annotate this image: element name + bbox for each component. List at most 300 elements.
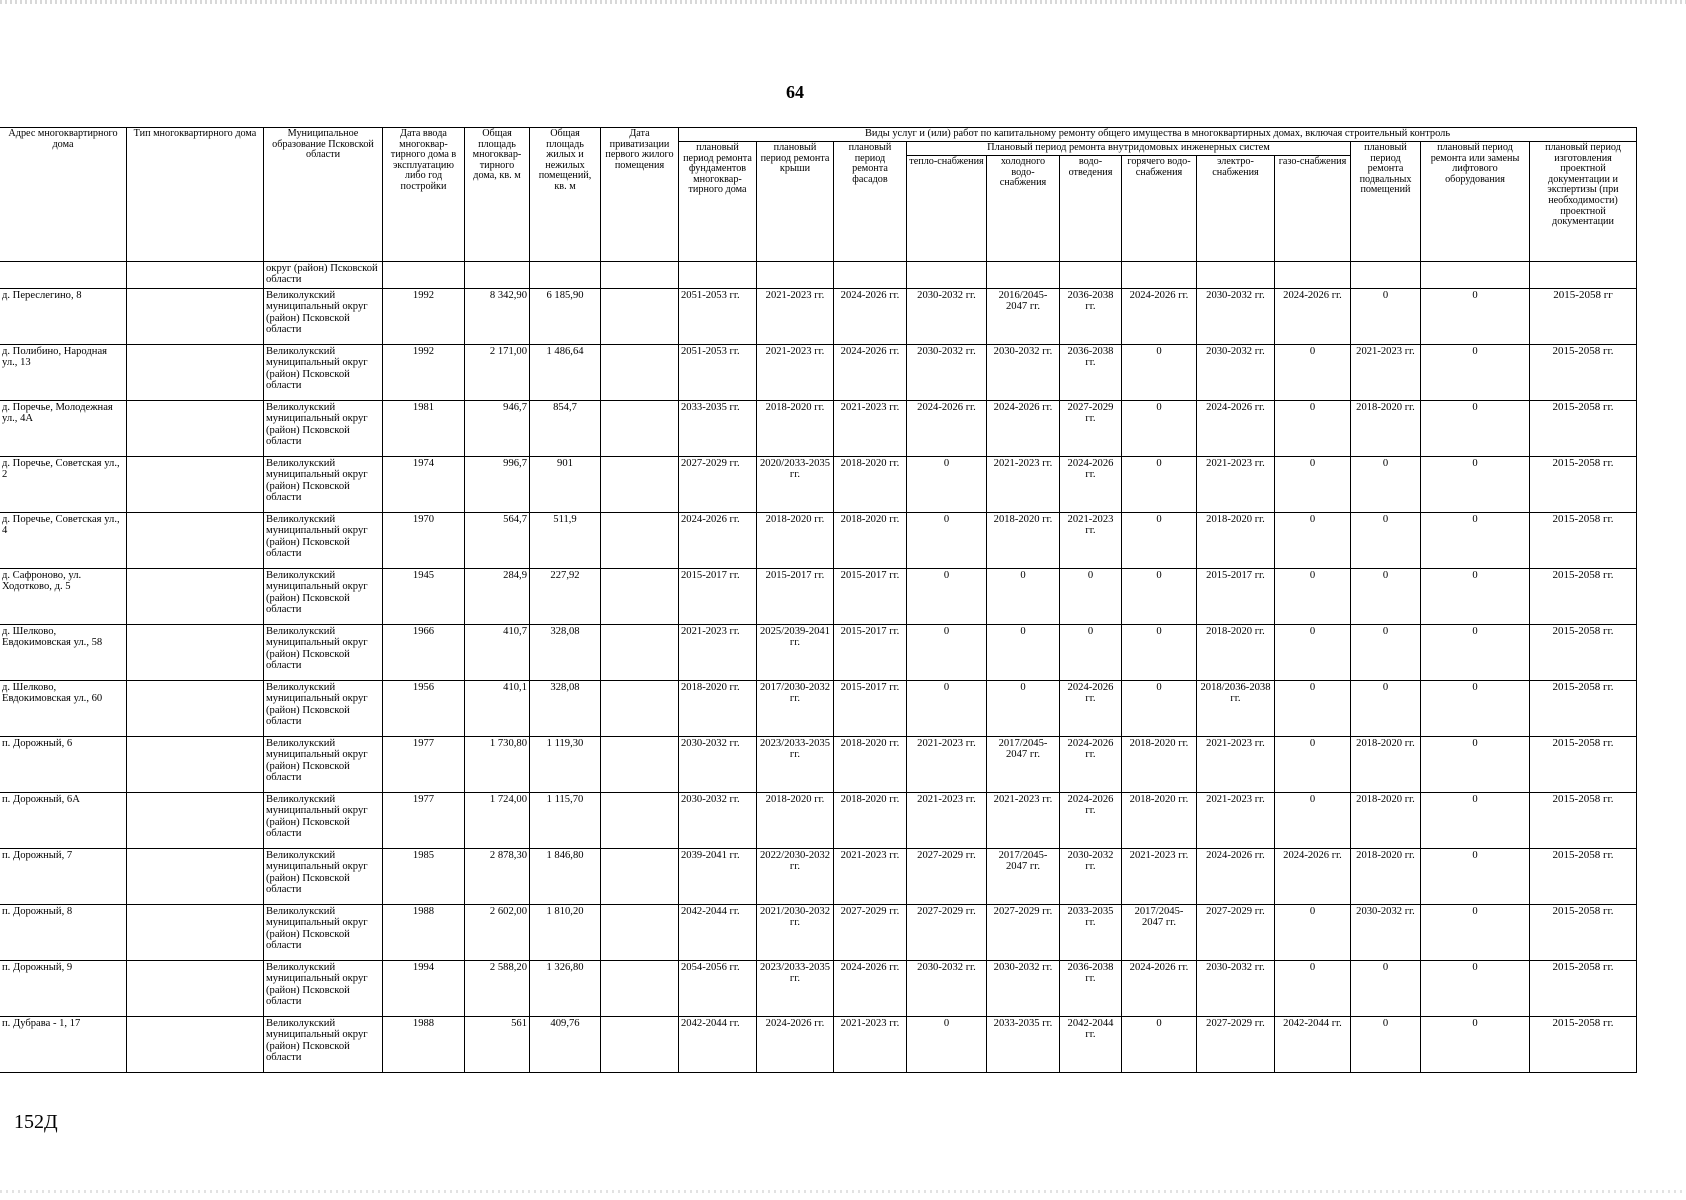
- cell-cold-water: 2017/2045-2047 гг.: [987, 849, 1060, 905]
- cell-municipality: Великолукский муниципальный округ (район) Псковской области: [264, 569, 383, 625]
- cell-roof: 2024-2026 гг.: [757, 1017, 834, 1073]
- cell-heat: 2030-2032 гг.: [907, 345, 987, 401]
- cell-roof: 2023/2033-2035 гг.: [757, 961, 834, 1017]
- cell-basement: 0: [1351, 569, 1421, 625]
- cell-privatization: [601, 1017, 679, 1073]
- cell-hot-water: 2018-2020 гг.: [1122, 737, 1197, 793]
- cell-elevator: 0: [1421, 345, 1530, 401]
- cell-electric: 2018-2020 гг.: [1197, 513, 1275, 569]
- cell-electric: 2021-2023 гг.: [1197, 737, 1275, 793]
- cell-privatization: [601, 457, 679, 513]
- cell-foundation: 2039-2041 гг.: [679, 849, 757, 905]
- cell-sewage: 2042-2044 гг.: [1060, 1017, 1122, 1073]
- cell-facade: 2015-2017 гг.: [834, 625, 907, 681]
- cell-design: 2015-2058 гг.: [1530, 457, 1637, 513]
- cell-municipality: Великолукский муниципальный округ (район) Псковской области: [264, 793, 383, 849]
- cell-cold-water: 2017/2045-2047 гг.: [987, 737, 1060, 793]
- cell-sewage: 2036-2038 гг.: [1060, 289, 1122, 345]
- page-number: 64: [786, 82, 804, 102]
- cell-roof: 2021-2023 гг.: [757, 289, 834, 345]
- cell-year: 1994: [383, 961, 465, 1017]
- cell-year: 1988: [383, 1017, 465, 1073]
- cell-municipality: Великолукский муниципальный округ (район) Псковской области: [264, 345, 383, 401]
- table-row: [0, 513, 1637, 569]
- cell-electric: 2030-2032 гг.: [1197, 345, 1275, 401]
- cell-sewage: 2024-2026 гг.: [1060, 737, 1122, 793]
- cell-house-type: [127, 1017, 264, 1073]
- cell-elevator: 0: [1421, 457, 1530, 513]
- cell-foundation: 2033-2035 гг.: [679, 401, 757, 457]
- cell-foundation: 2027-2029 гг.: [679, 457, 757, 513]
- cell-basement: 2030-2032 гг.: [1351, 905, 1421, 961]
- document-code: 152Д: [14, 1111, 58, 1133]
- cell-basement: 2021-2023 гг.: [1351, 345, 1421, 401]
- cell-gas: 0: [1275, 737, 1351, 793]
- cell-hot-water: 0: [1122, 401, 1197, 457]
- cell-facade: 2015-2017 гг.: [834, 569, 907, 625]
- cell-total-area: 564,7: [465, 513, 530, 569]
- cell-cold-water: 2018-2020 гг.: [987, 513, 1060, 569]
- cell-roof: 2025/2039-2041 гг.: [757, 625, 834, 681]
- cell-electric: 2027-2029 гг.: [1197, 905, 1275, 961]
- cell-total-area: 2 171,00: [465, 345, 530, 401]
- cell-gas: 0: [1275, 905, 1351, 961]
- cell-foundation: 2030-2032 гг.: [679, 737, 757, 793]
- cell-house-type: [127, 905, 264, 961]
- table-body: [0, 262, 1637, 1073]
- cell-design: 2015-2058 гг.: [1530, 905, 1637, 961]
- cell-elevator: 0: [1421, 401, 1530, 457]
- cell-address: п. Дубрава - 1, 17: [0, 1017, 127, 1073]
- cell-facade: 2021-2023 гг.: [834, 1017, 907, 1073]
- table-row: [0, 401, 1637, 457]
- cell-design: 2015-2058 гг.: [1530, 961, 1637, 1017]
- cell-elevator: 0: [1421, 793, 1530, 849]
- cell-foundation: 2051-2053 гг.: [679, 289, 757, 345]
- col-design: плановый период изготовления проектной документации и экспертизы (при необходимости) проектной документации: [1530, 142, 1637, 262]
- cell-roof: 2021/2030-2032 гг.: [757, 905, 834, 961]
- cell-privatization: [601, 681, 679, 737]
- cell-roof: 2015-2017 гг.: [757, 569, 834, 625]
- cell-elevator: 0: [1421, 737, 1530, 793]
- cell-sewage: 0: [1060, 569, 1122, 625]
- cell-house-type: [127, 345, 264, 401]
- cell-premises-area: 6 185,90: [530, 289, 601, 345]
- col-elevator: плановый период ремонта или замены лифтового оборудования: [1421, 142, 1530, 262]
- cell-foundation: 2054-2056 гг.: [679, 961, 757, 1017]
- cell-hot-water: 0: [1122, 569, 1197, 625]
- cell-year: 1945: [383, 569, 465, 625]
- col-gas: газо-снабжения: [1275, 156, 1351, 262]
- capital-repair-table: [0, 127, 1637, 1073]
- cell-cold-water: 2021-2023 гг.: [987, 793, 1060, 849]
- cell-municipality: Великолукский муниципальный округ (район) Псковской области: [264, 289, 383, 345]
- cell-heat: 0: [907, 625, 987, 681]
- table-header: [0, 128, 1637, 262]
- cell-year: 1981: [383, 401, 465, 457]
- cell-total-area: 996,7: [465, 457, 530, 513]
- cell-elevator: 0: [1421, 849, 1530, 905]
- cell-gas: 2024-2026 гг.: [1275, 849, 1351, 905]
- cell-premises-area: 328,08: [530, 625, 601, 681]
- cell-year: 1992: [383, 345, 465, 401]
- cell-hot-water: 2024-2026 гг.: [1122, 961, 1197, 1017]
- cell-premises-area: 1 115,70: [530, 793, 601, 849]
- cell-total-area: 2 878,30: [465, 849, 530, 905]
- cell-elevator: 0: [1421, 513, 1530, 569]
- cell-design: 2015-2058 гг.: [1530, 569, 1637, 625]
- cell-design: 2015-2058 гг: [1530, 289, 1637, 345]
- cell-municipality: Великолукский муниципальный округ (район) Псковской области: [264, 625, 383, 681]
- cell-elevator: 0: [1421, 1017, 1530, 1073]
- cell-privatization: [601, 793, 679, 849]
- cell-sewage: 2027-2029 гг.: [1060, 401, 1122, 457]
- cell-foundation: 2042-2044 гг.: [679, 1017, 757, 1073]
- cell-basement: 0: [1351, 289, 1421, 345]
- table-row: [0, 905, 1637, 961]
- cell-address: п. Дорожный, 6: [0, 737, 127, 793]
- cell-premises-area: 901: [530, 457, 601, 513]
- cell-electric: 2018-2020 гг.: [1197, 625, 1275, 681]
- cell-electric: 2021-2023 гг.: [1197, 457, 1275, 513]
- scan-edge-top: [0, 0, 1686, 4]
- cell-roof: 2018-2020 гг.: [757, 513, 834, 569]
- col-group-works: Виды услуг и (или) работ по капитальному ремонту общего имущества в многоквартирных домах, включая строительный контроль: [679, 128, 1637, 142]
- cell-total-area: 2 602,00: [465, 905, 530, 961]
- cell-facade: 2024-2026 гг.: [834, 961, 907, 1017]
- table-row: [0, 1017, 1637, 1073]
- cell-electric: 2024-2026 гг.: [1197, 401, 1275, 457]
- cell-year: 1985: [383, 849, 465, 905]
- col-group-systems: Плановый период ремонта внутридомовых инженерных систем: [907, 142, 1351, 156]
- cell-hot-water: 2017/2045-2047 гг.: [1122, 905, 1197, 961]
- cell-hot-water: 0: [1122, 345, 1197, 401]
- cell-sewage: 2036-2038 гг.: [1060, 345, 1122, 401]
- cell-premises-area: 1 810,20: [530, 905, 601, 961]
- cell-heat: 0: [907, 457, 987, 513]
- cell-privatization: [601, 961, 679, 1017]
- cell-design: 2015-2058 гг.: [1530, 793, 1637, 849]
- cell-house-type: [127, 625, 264, 681]
- cell-premises-area: 511,9: [530, 513, 601, 569]
- cell-hot-water: 2024-2026 гг.: [1122, 289, 1197, 345]
- cell-elevator: 0: [1421, 569, 1530, 625]
- cell-heat: 2030-2032 гг.: [907, 961, 987, 1017]
- col-municipality: Муниципальное образование Псковской области: [264, 128, 383, 262]
- cell-design: 2015-2058 гг.: [1530, 625, 1637, 681]
- cell-hot-water: 2018-2020 гг.: [1122, 793, 1197, 849]
- cell-privatization: [601, 401, 679, 457]
- cell-privatization: [601, 625, 679, 681]
- cell-heat: 2021-2023 гг.: [907, 793, 987, 849]
- cell-total-area: 410,1: [465, 681, 530, 737]
- cell-gas: 0: [1275, 681, 1351, 737]
- cell-address: д. Поречье, Советская ул., 2: [0, 457, 127, 513]
- cell-gas: 0: [1275, 961, 1351, 1017]
- table-row: [0, 345, 1637, 401]
- cell-year: 1966: [383, 625, 465, 681]
- cell-basement: 2018-2020 гг.: [1351, 737, 1421, 793]
- cell-privatization: [601, 289, 679, 345]
- cell-premises-area: 328,08: [530, 681, 601, 737]
- col-electric: электро-снабжения: [1197, 156, 1275, 262]
- cell-house-type: [127, 793, 264, 849]
- cell-gas: 0: [1275, 793, 1351, 849]
- cell-basement: 0: [1351, 513, 1421, 569]
- continuation-municipality: округ (район) Псковской области: [264, 262, 383, 289]
- cell-basement: 2018-2020 гг.: [1351, 401, 1421, 457]
- cell-foundation: 2051-2053 гг.: [679, 345, 757, 401]
- cell-heat: 0: [907, 681, 987, 737]
- cell-privatization: [601, 513, 679, 569]
- cell-heat: 0: [907, 1017, 987, 1073]
- col-address: Адрес многоквартирного дома: [0, 128, 127, 262]
- cell-facade: 2015-2017 гг.: [834, 681, 907, 737]
- cell-basement: 0: [1351, 961, 1421, 1017]
- cell-facade: 2021-2023 гг.: [834, 849, 907, 905]
- col-heat: тепло-снабжения: [907, 156, 987, 262]
- cell-address: д. Поречье, Советская ул., 4: [0, 513, 127, 569]
- cell-house-type: [127, 737, 264, 793]
- cell-gas: 0: [1275, 569, 1351, 625]
- col-sewage: водо-отведения: [1060, 156, 1122, 262]
- cell-hot-water: 0: [1122, 681, 1197, 737]
- cell-privatization: [601, 345, 679, 401]
- cell-elevator: 0: [1421, 289, 1530, 345]
- cell-roof: 2021-2023 гг.: [757, 345, 834, 401]
- col-premises-area: Общая площадь жилых и нежилых помещений, кв. м: [530, 128, 601, 262]
- table-row: [0, 569, 1637, 625]
- cell-municipality: Великолукский муниципальный округ (район) Псковской области: [264, 737, 383, 793]
- cell-foundation: 2024-2026 гг.: [679, 513, 757, 569]
- col-roof: плановый период ремонта крыши: [757, 142, 834, 262]
- cell-foundation: 2015-2017 гг.: [679, 569, 757, 625]
- cell-gas: 0: [1275, 625, 1351, 681]
- cell-roof: 2018-2020 гг.: [757, 793, 834, 849]
- cell-hot-water: 0: [1122, 625, 1197, 681]
- cell-sewage: 2030-2032 гг.: [1060, 849, 1122, 905]
- cell-hot-water: 0: [1122, 513, 1197, 569]
- cell-facade: 2018-2020 гг.: [834, 793, 907, 849]
- cell-sewage: 0: [1060, 625, 1122, 681]
- cell-heat: 2030-2032 гг.: [907, 289, 987, 345]
- col-total-area: Общая площадь многоквар-тирного дома, кв. м: [465, 128, 530, 262]
- cell-premises-area: 1 326,80: [530, 961, 601, 1017]
- cell-foundation: 2021-2023 гг.: [679, 625, 757, 681]
- cell-gas: 0: [1275, 401, 1351, 457]
- table-row: [0, 793, 1637, 849]
- cell-address: д. Переслегино, 8: [0, 289, 127, 345]
- cell-electric: 2030-2032 гг.: [1197, 961, 1275, 1017]
- cell-electric: 2027-2029 гг.: [1197, 1017, 1275, 1073]
- cell-electric: 2024-2026 гг.: [1197, 849, 1275, 905]
- table-row: [0, 625, 1637, 681]
- table-row: [0, 849, 1637, 905]
- cell-gas: 2024-2026 гг.: [1275, 289, 1351, 345]
- cell-municipality: Великолукский муниципальный округ (район) Псковской области: [264, 401, 383, 457]
- col-basement: плановый период ремонта подвальных помещений: [1351, 142, 1421, 262]
- cell-foundation: 2030-2032 гг.: [679, 793, 757, 849]
- cell-year: 1977: [383, 793, 465, 849]
- cell-total-area: 1 730,80: [465, 737, 530, 793]
- cell-cold-water: 0: [987, 569, 1060, 625]
- cell-cold-water: 2021-2023 гг.: [987, 457, 1060, 513]
- cell-total-area: 2 588,20: [465, 961, 530, 1017]
- cell-heat: 0: [907, 513, 987, 569]
- cell-municipality: Великолукский муниципальный округ (район) Псковской области: [264, 681, 383, 737]
- cell-year: 1992: [383, 289, 465, 345]
- cell-roof: 2020/2033-2035 гг.: [757, 457, 834, 513]
- cell-heat: 0: [907, 569, 987, 625]
- cell-basement: 0: [1351, 681, 1421, 737]
- cell-facade: 2024-2026 гг.: [834, 345, 907, 401]
- cell-year: 1988: [383, 905, 465, 961]
- col-house-type: Тип многоквартирного дома: [127, 128, 264, 262]
- table-row: [0, 457, 1637, 513]
- cell-cold-water: 2030-2032 гг.: [987, 961, 1060, 1017]
- cell-heat: 2027-2029 гг.: [907, 849, 987, 905]
- table-row: [0, 961, 1637, 1017]
- cell-house-type: [127, 961, 264, 1017]
- col-foundation: плановый период ремонта фундаментов многоквар-тирного дома: [679, 142, 757, 262]
- cell-year: 1970: [383, 513, 465, 569]
- cell-roof: 2018-2020 гг.: [757, 401, 834, 457]
- cell-premises-area: 854,7: [530, 401, 601, 457]
- cell-basement: 2018-2020 гг.: [1351, 793, 1421, 849]
- cell-roof: 2022/2030-2032 гг.: [757, 849, 834, 905]
- cell-foundation: 2018-2020 гг.: [679, 681, 757, 737]
- cell-address: п. Дорожный, 8: [0, 905, 127, 961]
- cell-sewage: 2024-2026 гг.: [1060, 681, 1122, 737]
- cell-gas: 0: [1275, 345, 1351, 401]
- cell-house-type: [127, 289, 264, 345]
- cell-house-type: [127, 457, 264, 513]
- cell-electric: 2030-2032 гг.: [1197, 289, 1275, 345]
- scan-edge-bottom: [0, 1190, 1686, 1193]
- table-row: [0, 289, 1637, 345]
- cell-house-type: [127, 513, 264, 569]
- cell-privatization: [601, 849, 679, 905]
- continuation-row: [0, 262, 1637, 289]
- cell-total-area: 410,7: [465, 625, 530, 681]
- cell-year: 1974: [383, 457, 465, 513]
- cell-elevator: 0: [1421, 961, 1530, 1017]
- cell-basement: 0: [1351, 1017, 1421, 1073]
- cell-electric: 2021-2023 гг.: [1197, 793, 1275, 849]
- cell-basement: 2018-2020 гг.: [1351, 849, 1421, 905]
- cell-design: 2015-2058 гг.: [1530, 401, 1637, 457]
- cell-house-type: [127, 569, 264, 625]
- cell-basement: 0: [1351, 457, 1421, 513]
- cell-address: д. Полибино, Народная ул., 13: [0, 345, 127, 401]
- cell-facade: 2027-2029 гг.: [834, 905, 907, 961]
- cell-gas: 0: [1275, 457, 1351, 513]
- cell-sewage: 2024-2026 гг.: [1060, 793, 1122, 849]
- cell-elevator: 0: [1421, 905, 1530, 961]
- cell-elevator: 0: [1421, 625, 1530, 681]
- cell-address: п. Дорожный, 7: [0, 849, 127, 905]
- cell-heat: 2024-2026 гг.: [907, 401, 987, 457]
- cell-total-area: 561: [465, 1017, 530, 1073]
- cell-design: 2015-2058 гг.: [1530, 513, 1637, 569]
- cell-sewage: 2024-2026 гг.: [1060, 457, 1122, 513]
- cell-privatization: [601, 569, 679, 625]
- cell-hot-water: 0: [1122, 457, 1197, 513]
- cell-house-type: [127, 681, 264, 737]
- cell-roof: 2017/2030-2032 гг.: [757, 681, 834, 737]
- col-cold-water: холодного водо-снабжения: [987, 156, 1060, 262]
- cell-facade: 2018-2020 гг.: [834, 513, 907, 569]
- cell-cold-water: 0: [987, 681, 1060, 737]
- cell-basement: 0: [1351, 625, 1421, 681]
- cell-municipality: Великолукский муниципальный округ (район) Псковской области: [264, 457, 383, 513]
- cell-heat: 2021-2023 гг.: [907, 737, 987, 793]
- col-facade: плановый период ремонта фасадов: [834, 142, 907, 262]
- cell-total-area: 946,7: [465, 401, 530, 457]
- cell-year: 1956: [383, 681, 465, 737]
- cell-cold-water: 2030-2032 гг.: [987, 345, 1060, 401]
- cell-facade: 2024-2026 гг.: [834, 289, 907, 345]
- cell-municipality: Великолукский муниципальный округ (район) Псковской области: [264, 513, 383, 569]
- cell-address: п. Дорожный, 9: [0, 961, 127, 1017]
- cell-municipality: Великолукский муниципальный округ (район) Псковской области: [264, 849, 383, 905]
- cell-hot-water: 2021-2023 гг.: [1122, 849, 1197, 905]
- cell-foundation: 2042-2044 гг.: [679, 905, 757, 961]
- cell-elevator: 0: [1421, 681, 1530, 737]
- cell-house-type: [127, 849, 264, 905]
- cell-address: д. Поречье, Молодежная ул., 4А: [0, 401, 127, 457]
- cell-total-area: 284,9: [465, 569, 530, 625]
- cell-address: п. Дорожный, 6А: [0, 793, 127, 849]
- cell-municipality: Великолукский муниципальный округ (район) Псковской области: [264, 961, 383, 1017]
- cell-gas: 0: [1275, 513, 1351, 569]
- cell-hot-water: 0: [1122, 1017, 1197, 1073]
- col-hot-water: горячего водо-снабжения: [1122, 156, 1197, 262]
- cell-premises-area: 1 846,80: [530, 849, 601, 905]
- cell-sewage: 2033-2035 гг.: [1060, 905, 1122, 961]
- cell-design: 2015-2058 гг.: [1530, 849, 1637, 905]
- cell-municipality: Великолукский муниципальный округ (район) Псковской области: [264, 905, 383, 961]
- cell-privatization: [601, 737, 679, 793]
- cell-total-area: 8 342,90: [465, 289, 530, 345]
- cell-cold-water: 2024-2026 гг.: [987, 401, 1060, 457]
- cell-premises-area: 1 119,30: [530, 737, 601, 793]
- cell-sewage: 2021-2023 гг.: [1060, 513, 1122, 569]
- cell-total-area: 1 724,00: [465, 793, 530, 849]
- cell-facade: 2018-2020 гг.: [834, 737, 907, 793]
- cell-design: 2015-2058 гг.: [1530, 1017, 1637, 1073]
- cell-premises-area: 227,92: [530, 569, 601, 625]
- cell-cold-water: 2027-2029 гг.: [987, 905, 1060, 961]
- cell-design: 2015-2058 гг.: [1530, 737, 1637, 793]
- cell-cold-water: 2033-2035 гг.: [987, 1017, 1060, 1073]
- col-commission-date: Дата ввода многоквар-тирного дома в эксплуатацию либо год постройки: [383, 128, 465, 262]
- table-row: [0, 681, 1637, 737]
- col-privatization-date: Дата приватизации первого жилого помещения: [601, 128, 679, 262]
- table-row: [0, 737, 1637, 793]
- cell-year: 1977: [383, 737, 465, 793]
- cell-electric: 2018/2036-2038 гг.: [1197, 681, 1275, 737]
- cell-sewage: 2036-2038 гг.: [1060, 961, 1122, 1017]
- cell-facade: 2021-2023 гг.: [834, 401, 907, 457]
- cell-premises-area: 1 486,64: [530, 345, 601, 401]
- cell-address: д. Сафроново, ул. Ходотково, д. 5: [0, 569, 127, 625]
- cell-roof: 2023/2033-2035 гг.: [757, 737, 834, 793]
- cell-cold-water: 0: [987, 625, 1060, 681]
- cell-address: д. Шелково, Евдокимовская ул., 60: [0, 681, 127, 737]
- cell-house-type: [127, 401, 264, 457]
- cell-address: д. Шелково, Евдокимовская ул., 58: [0, 625, 127, 681]
